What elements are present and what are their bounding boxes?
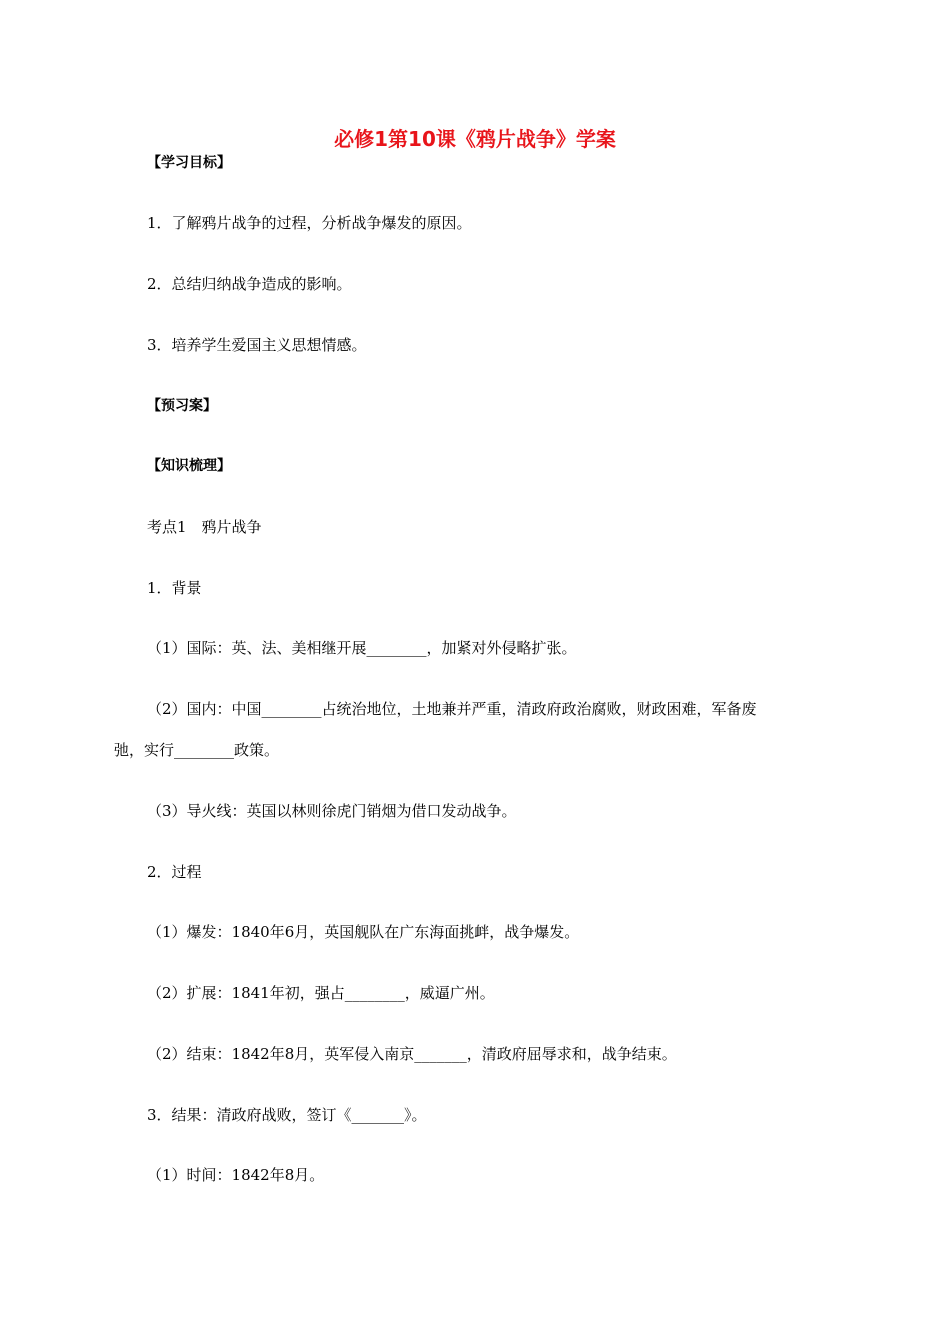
- document-title: 必修1第10课《鸦片战争》学案: [334, 127, 616, 151]
- background-domestic-line-1: （2）国内：中国________占统治地位，土地兼并严重，清政府政治腐败，财政困难，军备废: [147, 700, 757, 718]
- goal-item-2: 2．总结归纳战争造成的影响。: [147, 275, 352, 293]
- background-domestic-line-2: 弛，实行________政策。: [114, 741, 280, 759]
- goal-item-3: 3．培养学生爱国主义思想情感。: [147, 336, 367, 354]
- goals-heading: 【学习目标】: [147, 155, 231, 171]
- process-end: （2）结束：1842年8月，英军侵入南京_______，清政府屈辱求和，战争结束。: [147, 1045, 677, 1063]
- goal-item-1: 1．了解鸦片战争的过程，分析战争爆发的原因。: [147, 214, 472, 232]
- result-time: （1）时间：1842年8月。: [147, 1166, 325, 1184]
- background-fuse: （3）导火线：英国以林则徐虎门销烟为借口发动战争。: [147, 802, 517, 820]
- process-outbreak: （1）爆发：1840年6月，英国舰队在广东海面挑衅，战争爆发。: [147, 923, 580, 941]
- process-heading: 2．过程: [147, 863, 202, 881]
- process-expansion: （2）扩展：1841年初，强占________，威逼广州。: [147, 984, 495, 1002]
- preview-heading: 【预习案】: [147, 398, 217, 414]
- point-1-title: 考点1 鸦片战争: [147, 518, 262, 536]
- background-international: （1）国际：英、法、美相继开展________，加紧对外侵略扩张。: [147, 639, 577, 657]
- background-heading: 1．背景: [147, 579, 202, 597]
- result-heading: 3．结果：清政府战败，签订《_______》。: [147, 1106, 427, 1124]
- knowledge-heading: 【知识梳理】: [147, 458, 231, 474]
